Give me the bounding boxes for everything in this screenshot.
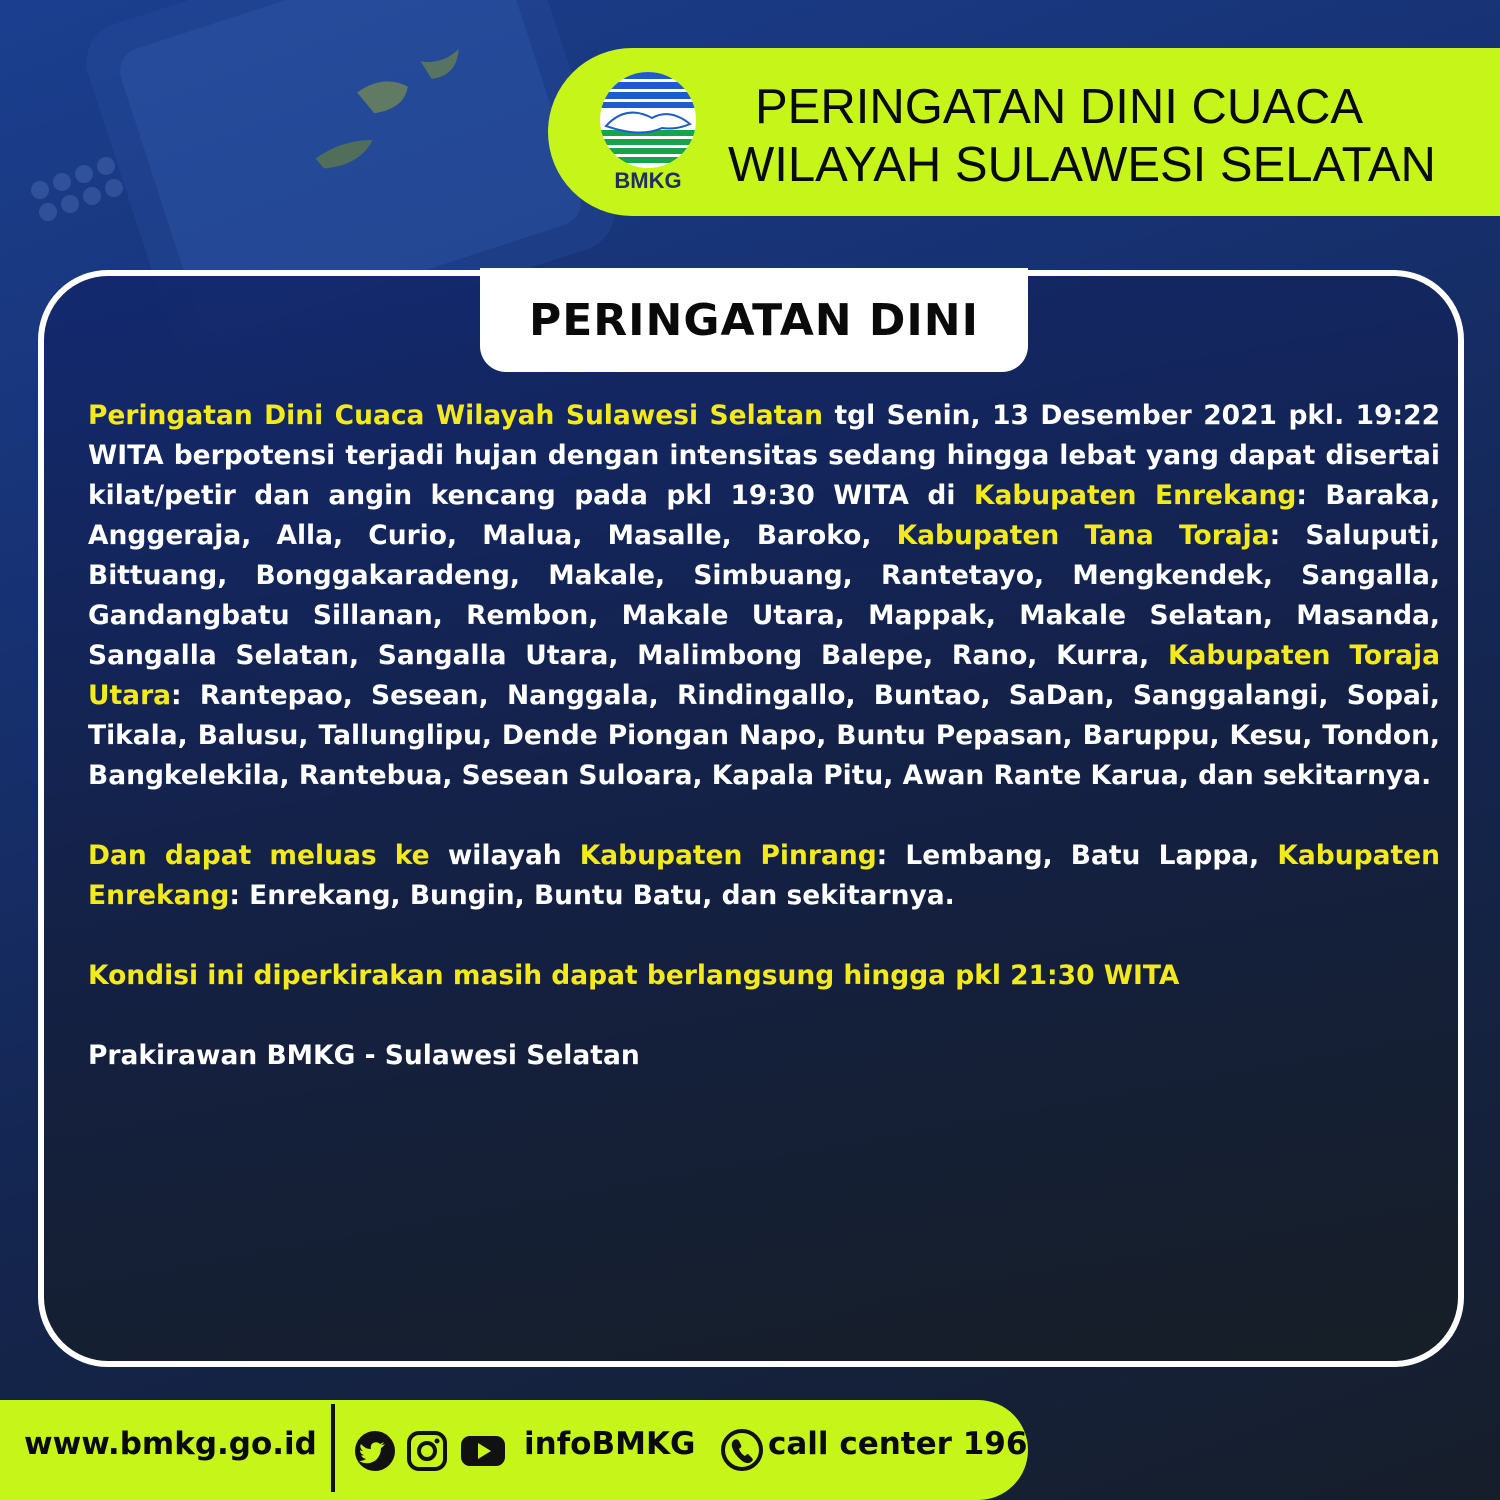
body-text: : Rantepao, Sesean, Nanggala, Rindingallo, Buntao, SaDan, Sanggalangi, Sopai, Tikala, Balusu, Tallunglipu, Dende Piongan Napo, Buntu Pepasan, Baruppu, Kesu, Tondon, Bangkelekila, Rantebua, Sesean Suloara, Kapala Pitu, Awan Rante Karua, dan sekitarnya.: [88, 680, 1440, 791]
bmkg-logo: [596, 68, 700, 192]
highlight-text: Kabupaten Tana Toraja: [896, 520, 1270, 551]
highlight-text: Kabupaten Enrekang: [88, 840, 1441, 911]
body-text: : Baraka, Anggeraja, Alla, Curio, Malua, Masalle, Baroko,: [88, 480, 1441, 551]
highlight-text: Dan dapat meluas ke: [88, 840, 430, 871]
highlight-text: Kabupaten Toraja Utara: [88, 640, 1441, 711]
warning-paragraph: [88, 396, 1440, 796]
card-title: PERINGATAN DINI: [528, 294, 979, 346]
warning-content: [88, 396, 1440, 1076]
spread-paragraph: [88, 836, 1440, 916]
phone-icon[interactable]: [720, 1428, 764, 1472]
instagram-icon[interactable]: [406, 1430, 448, 1472]
body-text: wilayah: [429, 840, 580, 871]
title-line-1: PERINGATAN DINI CUACA: [754, 80, 1364, 134]
call-center[interactable]: call center 196: [768, 1426, 1028, 1462]
card-tab: [480, 268, 1028, 372]
logo-text: BMKG: [614, 168, 682, 192]
highlight-text: Kabupaten Enrekang: [973, 480, 1297, 511]
duration-paragraph: Kondisi ini diperkirakan masih dapat berlangsung hingga pkl 21:30 WITA: [88, 960, 1180, 991]
twitter-icon[interactable]: [354, 1430, 396, 1472]
social-handle[interactable]: infoBMKG: [524, 1426, 696, 1462]
website-link[interactable]: www.bmkg.go.id: [24, 1426, 317, 1462]
body-text: : Saluputi, Bittuang, Bonggakaradeng, Makale, Simbuang, Rantetayo, Mengkendek, Sangalla, Gandangbatu Sillanan, Rembon, Makale Utara, Mappak, Makale Selatan, Masanda, Sangalla Selatan, Sangalla Utara, Malimbong Balepe, Rano, Kurra,: [88, 520, 1440, 671]
body-text: tgl Senin, 13 Desember 2021 pkl. 19:22 WITA berpotensi terjadi hujan dengan intensitas sedang hingga lebat yang dapat disertai kilat/petir dan angin kencang pada pkl 19:30 WITA di: [88, 400, 1441, 511]
page-title: [728, 78, 1436, 194]
signature: Prakirawan BMKG - Sulawesi Selatan: [88, 1040, 640, 1071]
youtube-icon[interactable]: [460, 1430, 506, 1472]
title-line-2: WILAYAH SULAWESI SELATAN: [728, 138, 1436, 192]
footer-divider: [331, 1404, 335, 1492]
highlight-text: Kabupaten Pinrang: [579, 840, 877, 871]
body-text: : Lembang, Batu Lappa,: [876, 840, 1278, 871]
body-text: : Enrekang, Bungin, Buntu Batu, dan sekitarnya.: [229, 880, 955, 911]
highlight-text: Peringatan Dini Cuaca Wilayah Sulawesi Selatan: [88, 400, 823, 431]
